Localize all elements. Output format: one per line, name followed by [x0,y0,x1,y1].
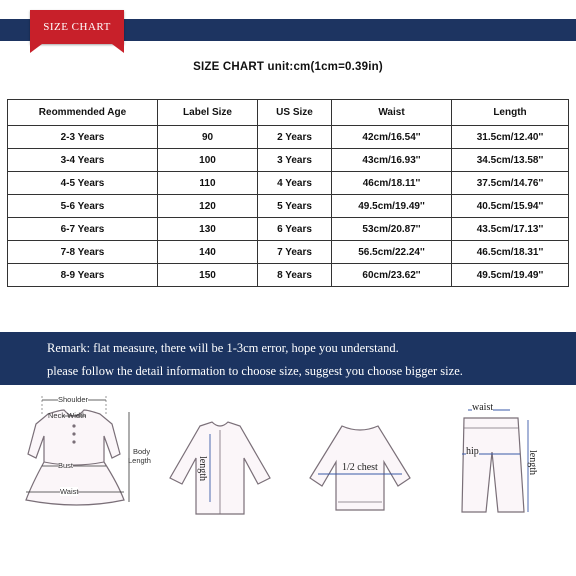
shirt-illustration [160,418,282,518]
remark-line-2: please follow the detail information to choose size, suggest you choose bigger size. [47,364,463,378]
shirt-measurement-diagram [160,418,282,523]
cell-us-size: 4 Years [258,172,332,195]
cell-age: 8-9 Years [8,264,158,287]
label-shoulder: Shoulder [58,395,89,404]
label-length: Length [128,456,151,465]
cell-waist: 49.5cm/19.49'' [332,195,452,218]
label-body: Body [133,447,151,456]
header-waist: Waist [332,100,452,126]
cell-age: 4-5 Years [8,172,158,195]
label-bust: Bust [58,461,74,470]
cell-waist: 60cm/23.62'' [332,264,452,287]
cell-label-size: 150 [158,264,258,287]
cell-label-size: 90 [158,126,258,149]
table-row [8,172,569,195]
size-chart-title: SIZE CHART unit:cm(1cm=0.39in) [193,61,383,73]
cell-age: 7-8 Years [8,241,158,264]
cell-waist: 46cm/18.11'' [332,172,452,195]
cell-length: 49.5cm/19.49'' [452,264,569,287]
table-row [8,241,569,264]
badge-ribbon-tail-left [30,44,42,53]
size-table [7,99,569,287]
header-age: Reommended Age [8,100,158,126]
cell-label-size: 100 [158,149,258,172]
cell-length: 46.5cm/18.31'' [452,241,569,264]
badge-ribbon-tail-right [112,44,124,53]
pants-measurement-diagram [452,402,548,525]
cell-us-size: 2 Years [258,126,332,149]
cell-length: 37.5cm/14.76'' [452,172,569,195]
label-neck-width: Neck Width [48,411,87,420]
cell-waist: 42cm/16.54'' [332,126,452,149]
cell-age: 5-6 Years [8,195,158,218]
table-row [8,149,569,172]
cell-label-size: 140 [158,241,258,264]
sweater-measurement-diagram [298,418,422,523]
table-row [8,126,569,149]
cell-label-size: 130 [158,218,258,241]
cell-length: 31.5cm/12.40'' [452,126,569,149]
remark-line-1: Remark: flat measure, there will be 1-3cm error, hope you understand. [47,341,399,355]
table-row [8,195,569,218]
cell-us-size: 5 Years [258,195,332,218]
cell-waist: 53cm/20.87'' [332,218,452,241]
cell-us-size: 8 Years [258,264,332,287]
dress-measurement-diagram [8,392,158,527]
label-pants-length: length [527,450,538,475]
cell-age: 3-4 Years [8,149,158,172]
cell-us-size: 3 Years [258,149,332,172]
cell-age: 2-3 Years [8,126,158,149]
cell-us-size: 6 Years [258,218,332,241]
table-row [8,218,569,241]
label-pants-hip: hip [466,446,479,457]
cell-label-size: 110 [158,172,258,195]
badge-label: SIZE CHART [43,21,111,33]
cell-length: 40.5cm/15.94'' [452,195,569,218]
cell-length: 34.5cm/13.58'' [452,149,569,172]
header-length: Length [452,100,569,126]
cell-us-size: 7 Years [258,241,332,264]
cell-length: 43.5cm/17.13'' [452,218,569,241]
table-row [8,264,569,287]
label-pants-waist: waist [472,402,494,413]
header-us-size: US Size [258,100,332,126]
label-waist: Waist [60,487,79,496]
cell-label-size: 120 [158,195,258,218]
header-label-size: Label Size [158,100,258,126]
table-header-row [8,100,569,126]
cell-waist: 56.5cm/22.24'' [332,241,452,264]
label-half-chest: 1/2 chest [342,462,378,473]
label-shirt-length: length [197,456,208,481]
cell-waist: 43cm/16.93'' [332,149,452,172]
cell-age: 6-7 Years [8,218,158,241]
